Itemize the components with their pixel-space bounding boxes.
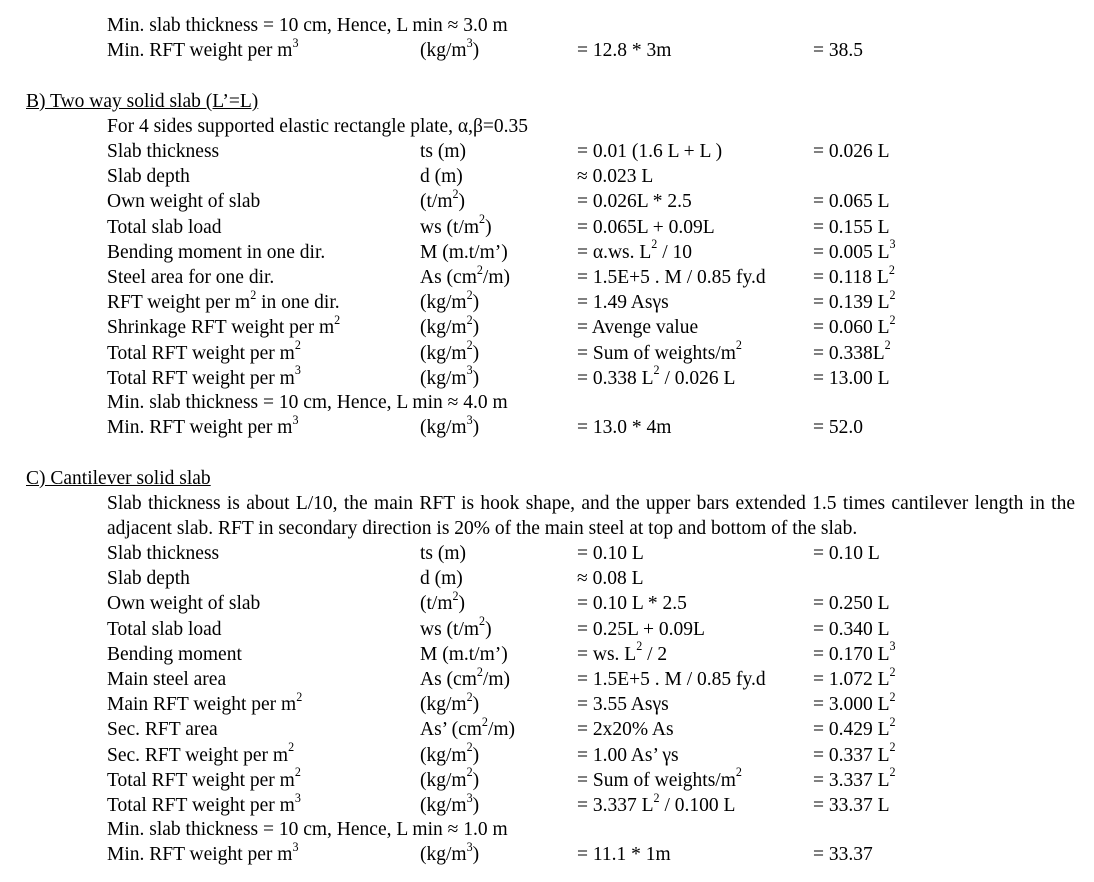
calc-unit: $(kg/m^2)$ — [420, 287, 480, 314]
calc-unit: d (m) — [420, 568, 463, 590]
calc-label: Bending moment in one dir. — [107, 241, 326, 263]
calc-result: = 0.10 L — [813, 543, 880, 564]
calc-label: Total RFT weight per $m^3$ — [107, 363, 301, 389]
min-rft-unit: $(kg/m^3)$ — [420, 839, 480, 865]
calc-unit: $(kg/m^2)$ — [420, 765, 480, 791]
calc-label: Own weight of slab — [107, 593, 261, 615]
min-rft-result: = 33.37 — [813, 844, 873, 865]
calc-expression: ≈ 0.08 L — [577, 568, 644, 590]
min-rft-label: Min. RFT weight per $m^3$ — [107, 35, 299, 61]
section-b-intro: For 4 sides supported elastic rectangle plate, α,β=0.35 — [107, 116, 529, 137]
calc-unit: ts (m) — [420, 141, 467, 162]
calc-expression: = 0.065L + 0.09L — [577, 216, 715, 238]
calc-label: Total RFT weight per $m^2$ — [107, 765, 301, 791]
min-thickness-text: Min. slab thickness = 10 cm, Hence, L min ≈ 4.0 m — [107, 392, 508, 413]
min-thickness-text: Min. slab thickness = 10 cm, Hence, L min ≈ 3.0 m — [107, 15, 508, 36]
section-c-paragraph: Slab thickness is about L/10, the main RFT is hook shape, and the upper bars extended 1.5 times cantilever length in the adjacent slab. RFT in secondary direction is 20% of the main steel at top and bottom of the slab. — [107, 493, 1075, 539]
min-rft-expr: = 11.1 * 1m — [577, 844, 671, 865]
calc-result: = 0.429 $L^2$ — [813, 715, 896, 741]
calc-result: = 0.139 $L^2$ — [813, 287, 896, 314]
section-b-heading: B) Two way solid slab (L’=L) — [26, 91, 259, 112]
calc-result: = 13.00 L — [813, 367, 890, 389]
calc-result: = 3.337 $L^2$ — [813, 765, 896, 791]
calc-label: Main RFT weight per $m^2$ — [107, 689, 303, 716]
min-rft-unit: $(kg/m^3)$ — [420, 35, 480, 61]
calc-label: Shrinkage RFT weight per $m^2$ — [107, 313, 341, 339]
calc-result: = 0.340 L — [813, 618, 890, 640]
calc-result: = 0.337 $L^2$ — [813, 740, 896, 766]
calc-result: = 0.155 L — [813, 216, 890, 238]
calc-expression: = α.ws. $L^2 / 10$ — [577, 237, 693, 263]
calc-result: = 33.37 L — [813, 795, 890, 816]
min-rft-label: Min. RFT weight per $m^3$ — [107, 839, 299, 865]
calc-expression: = 0.10 L — [577, 543, 644, 564]
calc-label: Sec. RFT weight per $m^2$ — [107, 740, 295, 766]
calc-expression: = 3.337 $L^2 / 0.100$ L — [577, 790, 736, 816]
calc-label: Total RFT weight per $m^2$ — [107, 338, 301, 364]
calc-label: Slab thickness — [107, 141, 220, 162]
calc-label: Bending moment — [107, 643, 242, 665]
calc-expression: = 2x20% As — [577, 719, 674, 741]
calc-expression: = 1.49 Asγs — [577, 292, 669, 314]
calc-label: RFT weight per $m^2$ in one dir. — [107, 287, 340, 314]
min-rft-expr: = 13.0 * 4m — [577, 417, 672, 438]
calc-result: = 0.005 $L^3$ — [813, 237, 896, 263]
calc-expression: = Sum of weights/$m^2$ — [577, 765, 742, 791]
calc-expression: ≈ 0.023 L — [577, 166, 654, 188]
calc-result: = 0.250 L — [813, 593, 890, 615]
calc-unit: As $(cm^2/m)$ — [420, 262, 511, 288]
calc-result: = 0.060 $L^2$ — [813, 313, 896, 339]
min-rft-label: Min. RFT weight per $m^3$ — [107, 412, 299, 438]
calc-unit: As’ $(cm^2/m)$ — [420, 715, 516, 741]
calc-label: Own weight of slab — [107, 191, 261, 213]
calc-unit: M (m.t/m’) — [420, 241, 508, 263]
calc-unit: $(kg/m^3)$ — [420, 363, 480, 389]
min-rft-result: = 52.0 — [813, 417, 863, 438]
calc-unit: $(kg/m^2)$ — [420, 313, 480, 339]
calc-label: Steel area for one dir. — [107, 267, 275, 288]
calc-expression: = 1.00 As’ γs — [577, 744, 679, 766]
calc-expression: = ws. $L^2 / 2$ — [577, 639, 668, 665]
min-rft-expr: = 12.8 * 3m — [577, 40, 672, 61]
calc-unit: $(t/m^2)$ — [420, 187, 466, 213]
calc-unit: ws $(t/m^2)$ — [420, 614, 492, 640]
calc-label: Slab depth — [107, 166, 190, 188]
min-rft-unit: $(kg/m^3)$ — [420, 412, 480, 438]
calc-expression: = Avenge value — [577, 317, 699, 339]
calc-label: Sec. RFT area — [107, 719, 218, 741]
calc-unit: ts (m) — [420, 543, 467, 564]
calc-unit: As $(cm^2/m)$ — [420, 664, 511, 690]
calc-label: Total RFT weight per $m^3$ — [107, 790, 301, 816]
calc-label: Total slab load — [107, 618, 222, 640]
section-c-heading: C) Cantilever solid slab — [26, 468, 211, 489]
calc-result: = 0.026 L — [813, 141, 890, 162]
calc-expression: = 3.55 Asγs — [577, 694, 669, 716]
calc-expression: = Sum of weights/$m^2$ — [577, 338, 742, 364]
calc-unit: $(kg/m^2)$ — [420, 338, 480, 364]
calc-result: = 0.065 L — [813, 191, 890, 213]
calc-expression: = 0.338 $L^2 / 0.026$ L — [577, 363, 736, 389]
calc-expression: = 1.5E+5 . M / 0.85 fy.d — [577, 267, 766, 288]
calc-unit: $(kg/m^2)$ — [420, 689, 480, 716]
calc-label: Slab depth — [107, 568, 190, 590]
calc-unit: M (m.t/m’) — [420, 643, 508, 665]
calc-result: = 1.072 $L^2$ — [813, 664, 896, 690]
calc-result: = 3.000 $L^2$ — [813, 689, 896, 716]
calc-label: Total slab load — [107, 216, 222, 238]
calc-expression: = 0.01 (1.6 L + L ) — [577, 141, 723, 162]
min-thickness-text: Min. slab thickness = 10 cm, Hence, L min ≈ 1.0 m — [107, 819, 508, 840]
calc-expression: = 1.5E+5 . M / 0.85 fy.d — [577, 669, 766, 690]
calc-unit: ws $(t/m^2)$ — [420, 212, 492, 238]
calc-result: = 0.118 $L^2$ — [813, 262, 895, 288]
calc-label: Main steel area — [107, 669, 227, 690]
min-rft-result: = 38.5 — [813, 40, 863, 61]
calc-expression: = 0.10 L * 2.5 — [577, 593, 687, 615]
calc-unit: $(t/m^2)$ — [420, 589, 466, 615]
calc-label: Slab thickness — [107, 543, 220, 564]
calc-expression: = 0.25L + 0.09L — [577, 618, 705, 640]
calc-expression: = 0.026L * 2.5 — [577, 191, 692, 213]
calc-result: = 0.170 $L^3$ — [813, 639, 896, 665]
calc-result: = $0.338L^2$ — [813, 338, 891, 364]
calc-unit: $(kg/m^2)$ — [420, 740, 480, 766]
calc-unit: d (m) — [420, 166, 463, 188]
calc-unit: $(kg/m^3)$ — [420, 790, 480, 816]
